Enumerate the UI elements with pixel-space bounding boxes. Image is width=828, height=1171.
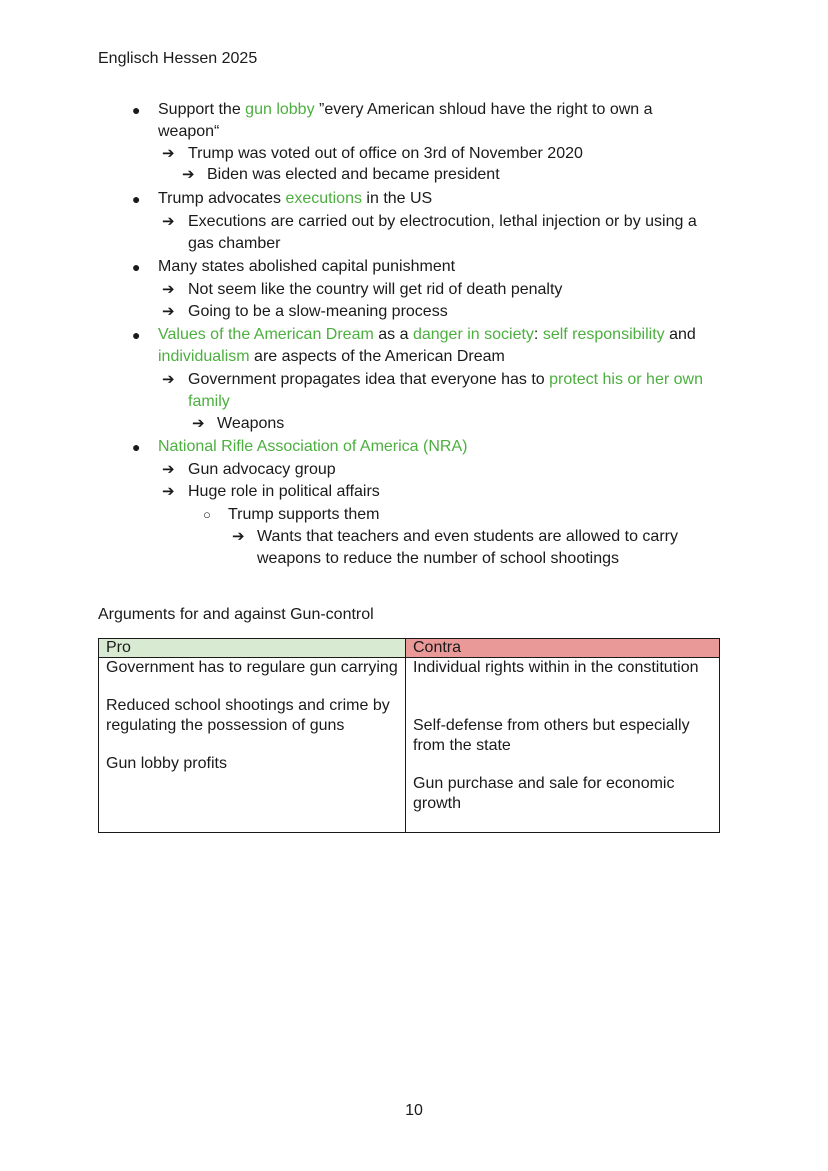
bullet-icon: ● xyxy=(132,439,141,455)
bullet-icon: ● xyxy=(132,191,141,207)
list-item: Values of the American Dream as a danger in society: self responsibility and xyxy=(158,326,696,343)
sub-item: Trump was voted out of office on 3rd of November 2020 xyxy=(188,145,583,162)
sub-item: Not seem like the country will get rid of death penalty xyxy=(188,281,563,298)
sub-item: Government propagates idea that everyone has to protect his or her own xyxy=(188,371,703,388)
bullet-icon: ● xyxy=(132,327,141,343)
arrow-right-icon: ➔ xyxy=(162,371,175,388)
contra-argument: Self-defense from others but especially from the state xyxy=(413,717,690,754)
pro-argument: Reduced school shootings and crime by regulating the possession of guns xyxy=(106,697,390,734)
list-item-continuation: weapon“ xyxy=(158,123,220,140)
section-title: Arguments for and against Gun-control xyxy=(98,606,374,623)
list-item: Trump advocates executions in the US xyxy=(158,190,433,207)
arrow-right-icon: ➔ xyxy=(162,461,175,478)
arrow-right-icon: ➔ xyxy=(232,528,245,545)
contra-argument: Gun purchase and sale for economic growth xyxy=(413,775,675,812)
pro-header: Pro xyxy=(99,639,406,658)
sub-item: Executions are carried out by electrocution, lethal injection or by using a xyxy=(188,213,697,230)
table-header-row xyxy=(99,639,720,658)
arrow-right-icon: ➔ xyxy=(162,281,175,298)
pro-argument: Government has to regulare gun carrying xyxy=(106,659,398,676)
sub-sub-item: Biden was elected and became president xyxy=(207,166,500,183)
list-item: Support the gun lobby ”every American shloud have the right to own a xyxy=(158,101,653,118)
table-row xyxy=(99,658,720,833)
sub-item: Going to be a slow-meaning process xyxy=(188,303,448,320)
list-item: Many states abolished capital punishment xyxy=(158,258,456,275)
sub-item: Gun advocacy group xyxy=(188,461,336,478)
list-item: National Rifle Association of America (NRA) xyxy=(158,438,468,455)
sub-item: Huge role in political affairs xyxy=(188,483,380,500)
document-header: Englisch Hessen 2025 xyxy=(98,50,258,67)
sub-item-continuation: family xyxy=(188,393,230,410)
sub-item-continuation: gas chamber xyxy=(188,235,281,252)
arrow-right-icon: ➔ xyxy=(162,213,175,230)
pro-argument: Gun lobby profits xyxy=(106,755,227,772)
bullet-icon: ● xyxy=(132,259,141,275)
arrow-right-icon: ➔ xyxy=(162,303,175,320)
arrow-right-icon: ➔ xyxy=(192,415,205,432)
sub-sub-item: Wants that teachers and even students are allowed to carry xyxy=(257,528,678,545)
arguments-table xyxy=(98,638,720,833)
bullet-icon: ● xyxy=(132,102,141,118)
arrow-right-icon: ➔ xyxy=(182,166,195,183)
list-item-continuation: individualism are aspects of the American Dream xyxy=(158,348,505,365)
contra-cell xyxy=(406,658,720,833)
circle-bullet-icon: ○ xyxy=(203,507,211,522)
pro-cell xyxy=(99,658,406,833)
sub-sub-item: Trump supports them xyxy=(228,506,380,523)
page-number: 10 xyxy=(405,1102,423,1119)
arrow-right-icon: ➔ xyxy=(162,145,175,162)
sub-sub-item: Weapons xyxy=(217,415,285,432)
contra-argument: Individual rights within in the constitution xyxy=(413,659,699,676)
arrow-right-icon: ➔ xyxy=(162,483,175,500)
sub-sub-item-continuation: weapons to reduce the number of school shootings xyxy=(257,550,620,567)
contra-header: Contra xyxy=(406,639,720,658)
